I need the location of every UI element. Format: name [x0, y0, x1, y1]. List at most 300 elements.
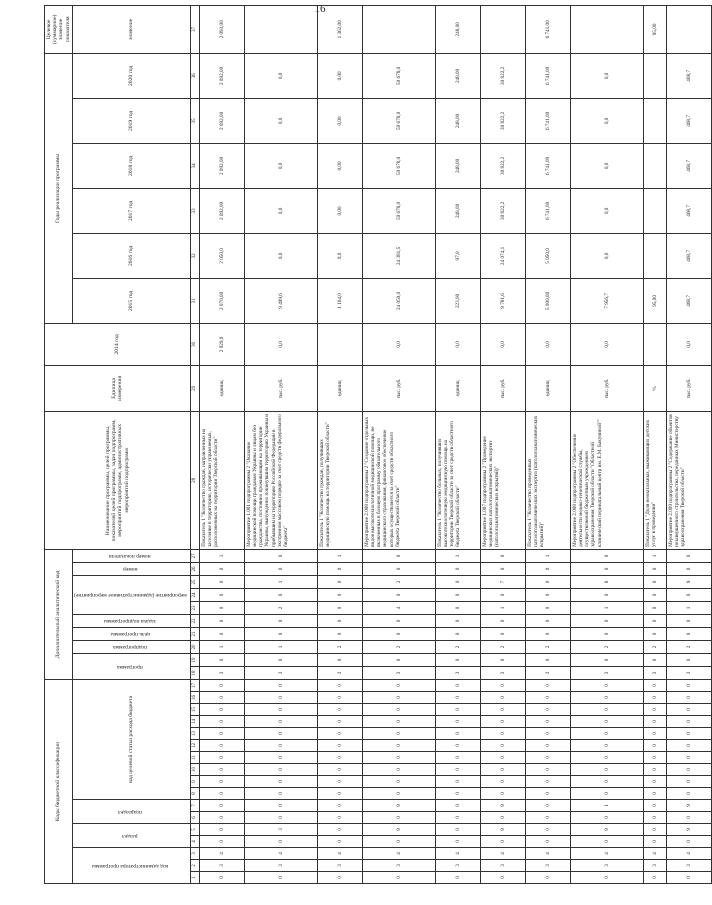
row-unit: тыс. руб. — [570, 365, 643, 411]
code-cell: 0 — [643, 752, 666, 764]
row-2014: 0,0 — [480, 323, 525, 365]
row-2014: 0,0 — [570, 323, 643, 365]
row-name: Мероприятие 1.001 подпрограммы 2 "Оказание медицинской помощи гражданам Украины и лицам без гражданства, постоянно проживающим на территории Украины, вынужденно покинувшим территорию Украины и прибывшим на территорию Российской Федерации в экстренном массовом порядке за счет средств федерального бюджета" — [244, 411, 317, 549]
code-cell: 0 — [317, 601, 362, 614]
row-target: 1 362,00 — [317, 5, 362, 53]
column-index-cell: 25 — [190, 575, 199, 588]
code-cell: 0 — [643, 764, 666, 776]
code-cell: 0 — [480, 812, 525, 824]
code-cell: 0 — [643, 575, 666, 588]
header-year-2015: 2015 год — [72, 278, 190, 323]
code-cell: 0 — [570, 836, 643, 848]
table-row — [570, 5, 643, 883]
code-cell: 0 — [666, 836, 711, 848]
code-cell: 0 — [362, 692, 435, 704]
header-2014: 2014 год — [45, 323, 191, 365]
code-cell: 0 — [199, 562, 244, 575]
code-cell: 0 — [525, 812, 570, 824]
row-year-value: 223,00 — [435, 278, 480, 323]
table-row — [317, 5, 362, 883]
code-cell: 4 — [643, 848, 666, 860]
header-unit: Единица измерения — [45, 365, 191, 411]
code-cell: 0 — [317, 692, 362, 704]
code-cell: 0 — [435, 716, 480, 728]
header-code-subprogram: подпрограмма — [72, 640, 190, 653]
code-cell: 0 — [643, 562, 666, 575]
code-cell: 4 — [666, 848, 711, 860]
code-cell: 0 — [199, 752, 244, 764]
program-indicators-table — [44, 5, 712, 884]
code-cell: 1 — [666, 601, 711, 614]
code-cell: 3 — [362, 860, 435, 872]
code-cell: 0 — [570, 872, 643, 884]
header-section: раздел — [72, 824, 190, 848]
code-cell: 0 — [244, 776, 317, 788]
row-year-value: 248,00 — [435, 188, 480, 233]
code-cell: 0 — [666, 752, 711, 764]
code-cell: 2 — [525, 640, 570, 653]
row-year-value: 0,0 — [317, 233, 362, 278]
code-cell: 0 — [199, 575, 244, 588]
code-cell: 0 — [435, 601, 480, 614]
column-index-cell: 9 — [190, 776, 199, 788]
row-2014 — [317, 323, 362, 365]
code-cell: 0 — [199, 601, 244, 614]
code-cell: 3 — [362, 666, 435, 679]
code-cell: 0 — [480, 679, 525, 691]
column-index-cell: 4 — [190, 836, 199, 848]
row-year-value: 468,7 — [666, 188, 711, 233]
code-cell: 0 — [435, 588, 480, 601]
code-cell: 0 — [244, 716, 317, 728]
code-cell: 0 — [480, 588, 525, 601]
table-row — [480, 5, 525, 883]
code-cell: 0 — [362, 764, 435, 776]
row-target: 2 093,00 — [199, 5, 244, 53]
code-cell: 0 — [199, 788, 244, 800]
row-unit: % — [643, 365, 666, 411]
row-target: 95,00 — [643, 5, 666, 53]
code-cell: 2 — [362, 640, 435, 653]
code-cell: 0 — [525, 836, 570, 848]
code-cell: 0 — [199, 776, 244, 788]
code-cell: 0 — [525, 776, 570, 788]
row-year-value: 6 741,00 — [525, 53, 570, 98]
row-year-value: 24 050,0 — [362, 278, 435, 323]
header-year-2020: 2020 год — [72, 53, 190, 98]
code-cell: 0 — [480, 836, 525, 848]
column-index-cell: 29 — [190, 365, 199, 411]
code-cell: 0 — [199, 653, 244, 666]
code-cell: 0 — [362, 872, 435, 884]
code-cell: 0 — [666, 812, 711, 824]
code-cell: 0 — [666, 704, 711, 716]
code-cell: 0 — [244, 653, 317, 666]
code-cell: 0 — [666, 614, 711, 627]
row-target — [480, 5, 525, 53]
code-cell: 0 — [317, 588, 362, 601]
code-cell: 0 — [666, 728, 711, 740]
row-year-value: 24 074,1 — [480, 233, 525, 278]
code-cell: 0 — [435, 653, 480, 666]
code-cell: 3 — [199, 860, 244, 872]
code-cell: 0 — [525, 588, 570, 601]
code-cell: 0 — [480, 872, 525, 884]
code-cell: 0 — [435, 728, 480, 740]
code-cell: 0 — [317, 740, 362, 752]
code-cell: 0 — [244, 549, 317, 562]
row-year-value — [643, 143, 666, 188]
code-cell: 9 — [666, 575, 711, 588]
code-cell: 0 — [362, 740, 435, 752]
row-year-value: 0,0 — [570, 53, 643, 98]
row-year-value: 9 499,6 — [244, 278, 317, 323]
header-code-indicator: номер показателя — [72, 549, 190, 562]
code-cell: 3 — [480, 860, 525, 872]
code-cell: 0 — [317, 716, 362, 728]
row-year-value: 0,0 — [570, 188, 643, 233]
code-cell: 3 — [199, 666, 244, 679]
code-cell: 1 — [435, 549, 480, 562]
code-cell: 0 — [643, 728, 666, 740]
column-index-cell: 8 — [190, 788, 199, 800]
header-admin-code: код администратора программы — [72, 848, 190, 884]
code-cell: 0 — [525, 824, 570, 836]
code-cell: 0 — [525, 872, 570, 884]
code-cell: 0 — [435, 575, 480, 588]
code-cell: 1 — [525, 549, 570, 562]
code-cell: 0 — [362, 562, 435, 575]
code-cell: 0 — [570, 776, 643, 788]
code-cell: 3 — [666, 666, 711, 679]
code-cell: 4 — [570, 848, 643, 860]
code-cell: 0 — [570, 812, 643, 824]
code-cell: 3 — [435, 860, 480, 872]
code-cell: 1 — [480, 601, 525, 614]
code-cell: 0 — [317, 872, 362, 884]
code-cell: 0 — [480, 692, 525, 704]
code-cell: 0 — [666, 549, 711, 562]
code-cell: 2 — [666, 640, 711, 653]
code-cell: 0 — [525, 788, 570, 800]
code-cell: 0 — [570, 740, 643, 752]
column-index-cell: 23 — [190, 601, 199, 614]
row-name: Показатель 1 "Количество граждан, направленных на заселение в территорию, исторически управляемых, расположенных на территории Тверской области" — [199, 411, 244, 549]
row-year-value: 5 000,00 — [525, 278, 570, 323]
code-cell: 2 — [317, 640, 362, 653]
code-cell: 1 — [199, 640, 244, 653]
code-cell: 0 — [570, 692, 643, 704]
code-cell: 0 — [362, 704, 435, 716]
row-name: Показатель 1 "Количество проведенных патологоанатомических экспертиз (патологоанатомических вскрытий)" — [525, 411, 570, 549]
row-year-value: 30 822,2 — [480, 143, 525, 188]
code-cell: 0 — [525, 679, 570, 691]
header-code-task: задача подпрограммы — [72, 614, 190, 627]
row-target — [666, 5, 711, 53]
code-cell: 0 — [362, 716, 435, 728]
row-unit: единиц — [435, 365, 480, 411]
code-cell: 0 — [244, 812, 317, 824]
code-cell: 0 — [199, 614, 244, 627]
code-cell: 1 — [643, 549, 666, 562]
row-2014 — [643, 323, 666, 365]
header-row-groups — [45, 5, 73, 883]
code-cell: 0 — [570, 679, 643, 691]
row-year-value: 0,0 — [244, 98, 317, 143]
code-cell: 0 — [317, 812, 362, 824]
row-year-value: 2 092,00 — [199, 188, 244, 233]
row-year-value: 6 741,00 — [525, 188, 570, 233]
code-cell: 0 — [435, 836, 480, 848]
row-year-value: 2 092,00 — [199, 98, 244, 143]
row-unit: единиц — [199, 365, 244, 411]
row-year-value: 248,00 — [435, 53, 480, 98]
column-index-cell: 13 — [190, 728, 199, 740]
code-cell: 0 — [317, 614, 362, 627]
column-index-cell: 30 — [190, 323, 199, 365]
column-index-cell: 6 — [190, 812, 199, 824]
code-cell: 0 — [480, 549, 525, 562]
column-index-cell: 37 — [190, 5, 199, 53]
code-cell: 0 — [480, 716, 525, 728]
code-cell: 0 — [435, 752, 480, 764]
header-year-2019: 2019 год — [72, 98, 190, 143]
code-cell: 3 — [244, 666, 317, 679]
code-cell: 0 — [199, 836, 244, 848]
column-index-cell: 10 — [190, 764, 199, 776]
code-cell: 9 — [666, 800, 711, 812]
code-cell: 1 — [244, 640, 317, 653]
column-index-cell: 20 — [190, 640, 199, 653]
code-cell: 0 — [643, 800, 666, 812]
code-cell: 0 — [435, 614, 480, 627]
code-cell: 2 — [244, 601, 317, 614]
code-cell: 0 — [525, 692, 570, 704]
code-cell: 0 — [666, 679, 711, 691]
code-cell: 0 — [362, 836, 435, 848]
row-unit: тыс. руб. — [666, 365, 711, 411]
code-cell: 0 — [435, 776, 480, 788]
row-target — [244, 5, 317, 53]
code-cell: 0 — [362, 776, 435, 788]
code-cell: 0 — [666, 764, 711, 776]
code-cell: 0 — [199, 704, 244, 716]
code-cell: 0 — [643, 824, 666, 836]
row-year-value: 24 381,5 — [362, 233, 435, 278]
row-year-value — [643, 233, 666, 278]
column-index-cell: 35 — [190, 98, 199, 143]
row-year-value: 0,00 — [317, 188, 362, 233]
code-cell: 3 — [643, 666, 666, 679]
code-cell: 0 — [362, 653, 435, 666]
row-name: Мероприятие 2.008 подпрограммы 2 "Создание отдельных видов высокотехнологичной медицинской помощи, не включенных в базовую программу обязательного медицинского страхования, финансовое обеспечение которых осуществляется за счет средств областного бюджета Тверской области" — [362, 411, 435, 549]
header-target-value: значение — [72, 5, 190, 53]
row-year-value: 468,7 — [666, 53, 711, 98]
code-cell: 0 — [666, 740, 711, 752]
code-cell: 0 — [199, 740, 244, 752]
column-index-cell: 31 — [190, 278, 199, 323]
code-cell: 3 — [480, 666, 525, 679]
code-cell: 0 — [643, 776, 666, 788]
row-year-value: 0,0 — [244, 143, 317, 188]
row-year-value: 0,0 — [244, 53, 317, 98]
code-cell: 0 — [362, 812, 435, 824]
code-cell: 0 — [480, 752, 525, 764]
code-cell: 0 — [570, 728, 643, 740]
row-2014: 0,0 — [435, 323, 480, 365]
code-cell: 0 — [435, 679, 480, 691]
table-row — [244, 5, 317, 883]
row-unit: единиц — [317, 365, 362, 411]
code-cell: 0 — [362, 614, 435, 627]
code-cell: 0 — [643, 716, 666, 728]
code-cell: 0 — [244, 740, 317, 752]
row-year-value: 0,0 — [244, 188, 317, 233]
code-cell: 0 — [362, 588, 435, 601]
row-name: Показатель 1 "Количество граждан, получивших медицинскую помощь на территории Тверской области" — [317, 411, 362, 549]
code-cell: 0 — [362, 728, 435, 740]
code-cell: 0 — [525, 653, 570, 666]
code-cell: 0 — [570, 653, 643, 666]
row-name: Мероприятие 1.007 подпрограммы 2 "Проведение медицинских патологоанатомических экспертиз (патологоанатомических вскрытий)" — [480, 411, 525, 549]
row-2014: 0,0 — [666, 323, 711, 365]
code-cell: 0 — [643, 812, 666, 824]
code-cell: 3 — [317, 860, 362, 872]
code-cell: 0 — [317, 788, 362, 800]
code-cell: 0 — [525, 800, 570, 812]
row-year-value: 2 050,0 — [199, 233, 244, 278]
column-index-cell: 21 — [190, 627, 199, 640]
code-cell: 0 — [525, 716, 570, 728]
code-cell: 0 — [666, 627, 711, 640]
code-cell: 0 — [643, 836, 666, 848]
code-cell: 0 — [525, 704, 570, 716]
table-row — [643, 5, 666, 883]
code-cell: 4 — [435, 848, 480, 860]
code-cell: 9 — [666, 824, 711, 836]
code-cell: 0 — [362, 788, 435, 800]
code-cell: 0 — [362, 752, 435, 764]
code-cell: 0 — [435, 812, 480, 824]
code-cell: 1 — [244, 575, 317, 588]
row-year-value: 468,7 — [666, 143, 711, 188]
column-index-cell: 17 — [190, 679, 199, 691]
code-cell: 0 — [643, 601, 666, 614]
code-cell: 3 — [570, 666, 643, 679]
header-code-number: номер — [72, 562, 190, 575]
code-cell: 0 — [666, 562, 711, 575]
row-year-value: 6 741,00 — [525, 98, 570, 143]
code-cell: 3 — [244, 860, 317, 872]
row-year-value: 50 678,0 — [362, 53, 435, 98]
table-row — [435, 5, 480, 883]
row-year-value — [643, 98, 666, 143]
code-cell: 0 — [244, 692, 317, 704]
column-index-cell: 22 — [190, 614, 199, 627]
row-year-value: 468,7 — [666, 278, 711, 323]
code-cell: 7 — [480, 575, 525, 588]
row-year-value: 9 781,6 — [480, 278, 525, 323]
code-cell: 0 — [244, 788, 317, 800]
row-year-value: 468,7 — [666, 98, 711, 143]
code-cell: 0 — [570, 627, 643, 640]
code-cell: 1 — [570, 800, 643, 812]
code-cell: 1 — [570, 601, 643, 614]
column-index-cell: 26 — [190, 562, 199, 575]
code-cell: 0 — [435, 740, 480, 752]
code-cell: 4 — [525, 848, 570, 860]
row-year-value: 50 678,0 — [362, 98, 435, 143]
code-cell: 0 — [362, 549, 435, 562]
code-cell: 3 — [317, 666, 362, 679]
code-cell: 0 — [199, 872, 244, 884]
code-cell: 0 — [666, 872, 711, 884]
table-row — [525, 5, 570, 883]
code-cell: 0 — [643, 679, 666, 691]
code-cell: 0 — [525, 627, 570, 640]
code-cell: 0 — [317, 679, 362, 691]
row-year-value: 0,0 — [244, 233, 317, 278]
column-index-cell: 1 — [190, 872, 199, 884]
column-index-cell: 36 — [190, 53, 199, 98]
code-cell: 3 — [435, 666, 480, 679]
code-cell: 3 — [643, 860, 666, 872]
code-cell: 2 — [643, 640, 666, 653]
header-csr: код целевой статьи расхода бюджета — [72, 679, 190, 799]
rotated-page — [44, 14, 692, 884]
code-cell: 0 — [480, 653, 525, 666]
code-cell: 0 — [570, 704, 643, 716]
code-cell: 0 — [435, 824, 480, 836]
code-cell: 3 — [525, 860, 570, 872]
code-cell: 0 — [666, 692, 711, 704]
row-year-value: 0,0 — [570, 143, 643, 188]
code-cell: 2 — [570, 640, 643, 653]
code-cell: 4 — [317, 848, 362, 860]
code-cell: 0 — [244, 704, 317, 716]
code-cell: 0 — [525, 740, 570, 752]
code-cell: 0 — [570, 562, 643, 575]
code-cell: 0 — [317, 653, 362, 666]
code-cell: 0 — [525, 614, 570, 627]
code-cell: 0 — [480, 764, 525, 776]
code-cell: 9 — [570, 824, 643, 836]
code-cell: 0 — [643, 788, 666, 800]
code-cell: 0 — [525, 728, 570, 740]
code-cell: 0 — [480, 788, 525, 800]
code-cell: 0 — [525, 601, 570, 614]
code-cell: 0 — [244, 836, 317, 848]
row-year-value: 0,0 — [570, 98, 643, 143]
code-cell: 0 — [317, 836, 362, 848]
code-cell: 0 — [643, 872, 666, 884]
code-cell: 0 — [643, 653, 666, 666]
code-cell: 0 — [666, 653, 711, 666]
row-year-value: 30 822,2 — [480, 188, 525, 233]
column-index-cell: 24 — [190, 588, 199, 601]
code-cell: 0 — [199, 728, 244, 740]
column-index-cell: 34 — [190, 143, 199, 188]
code-cell: 0 — [643, 692, 666, 704]
column-index-cell: 3 — [190, 848, 199, 860]
code-cell: 0 — [570, 588, 643, 601]
code-cell: 0 — [666, 588, 711, 601]
row-year-value: 0,0 — [570, 233, 643, 278]
code-cell: 0 — [435, 872, 480, 884]
row-2014: 2 929,0 — [199, 323, 244, 365]
code-cell: 0 — [666, 776, 711, 788]
code-cell: 0 — [199, 764, 244, 776]
